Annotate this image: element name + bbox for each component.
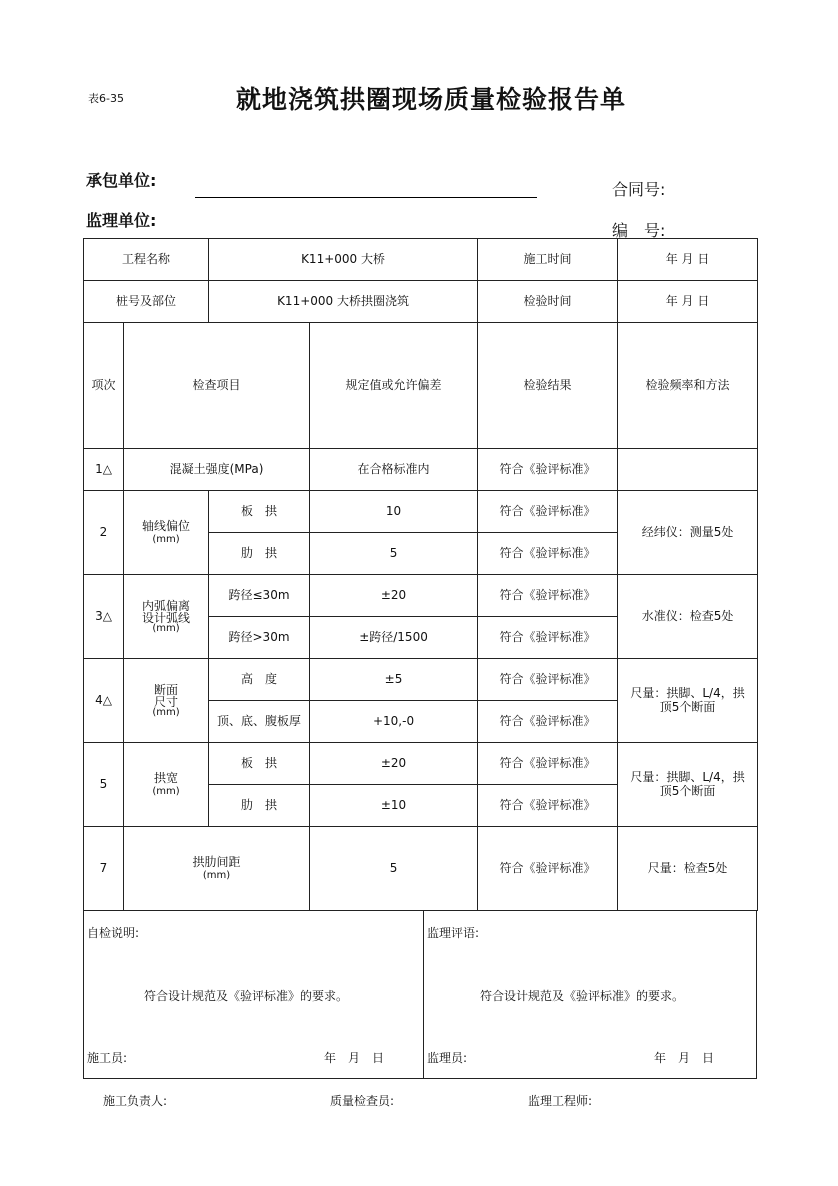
- row-no: 1△: [84, 449, 124, 491]
- self-check-text: 符合设计规范及《验评标准》的要求。: [144, 989, 349, 1003]
- unit-text: (mm): [152, 785, 180, 797]
- item-text: 拱肋间距: [192, 854, 241, 869]
- supervision-text: 符合设计规范及《验评标准》的要求。: [480, 989, 685, 1003]
- table-row: [84, 491, 758, 533]
- page-title: 就地浇筑拱圈现场质量检验报告单: [236, 85, 627, 114]
- method-text: 尺量：拱脚、L/4，拱: [630, 769, 745, 784]
- row-spec: ±20: [310, 575, 478, 617]
- inspection-time-label: 检验时间: [478, 281, 618, 323]
- comments-section: [83, 910, 757, 1079]
- sub-item: 跨径≤30m: [209, 575, 310, 617]
- row-spec: +10,-0: [310, 701, 478, 743]
- row-item: 混凝土强度(MPa): [124, 449, 310, 491]
- inspection-time: 年 月 日: [618, 281, 758, 323]
- self-check-panel: [84, 910, 424, 1078]
- info-row: [84, 281, 758, 323]
- sub-item: 跨径>30m: [209, 617, 310, 659]
- row-spec: ±10: [310, 785, 478, 827]
- row-spec: 10: [310, 491, 478, 533]
- row-no: 3△: [84, 575, 124, 659]
- construction-time: 年 月 日: [618, 239, 758, 281]
- row-item: [124, 659, 209, 743]
- row-method: 尺量：检查5处: [618, 827, 758, 911]
- sub-item: 板 拱: [209, 491, 310, 533]
- construction-time-label: 施工时间: [478, 239, 618, 281]
- unit-text: (mm): [152, 533, 180, 545]
- header-method: 检验频率和方法: [618, 323, 758, 449]
- row-result: 符合《验评标准》: [478, 449, 618, 491]
- row-result: 符合《验评标准》: [478, 785, 618, 827]
- row-spec: 5: [310, 533, 478, 575]
- unit-text: (mm): [152, 706, 180, 718]
- sub-item: 板 拱: [209, 743, 310, 785]
- contract-no-label: 合同号:: [612, 180, 666, 199]
- construction-lead-label: 施工负责人:: [103, 1094, 168, 1108]
- self-check-date: 年 月 日: [324, 1051, 385, 1065]
- row-spec: 5: [310, 827, 478, 911]
- project-name: K11+000 大桥: [209, 239, 478, 281]
- item-text: 轴线偏位: [142, 518, 191, 533]
- supervising-engineer-label: 监理工程师:: [528, 1094, 593, 1108]
- row-spec: ±5: [310, 659, 478, 701]
- row-spec: ±20: [310, 743, 478, 785]
- method-text: 尺量：拱脚、L/4，拱: [630, 685, 745, 700]
- row-result: 符合《验评标准》: [478, 575, 618, 617]
- row-item: [124, 743, 209, 827]
- row-method: [618, 743, 758, 827]
- supervision-panel: [424, 910, 757, 1078]
- contractor-label: 承包单位:: [86, 171, 157, 190]
- row-no: 4△: [84, 659, 124, 743]
- row-result: 符合《验评标准》: [478, 617, 618, 659]
- row-method: 水准仪：检查5处: [618, 575, 758, 659]
- row-result: 符合《验评标准》: [478, 659, 618, 701]
- table-row: [84, 575, 758, 617]
- sub-item: 肋 拱: [209, 785, 310, 827]
- supervision-date: 年 月 日: [654, 1051, 715, 1065]
- sub-item: 高 度: [209, 659, 310, 701]
- self-check-label: 自检说明:: [87, 926, 140, 940]
- header-item: 检查项目: [124, 323, 310, 449]
- row-method: [618, 449, 758, 491]
- row-no: 2: [84, 491, 124, 575]
- sub-item: 肋 拱: [209, 533, 310, 575]
- header-row: [84, 323, 758, 449]
- supervisor-label: 监理单位:: [86, 211, 157, 230]
- header-result: 检验结果: [478, 323, 618, 449]
- row-spec: ±跨径/1500: [310, 617, 478, 659]
- station: K11+000 大桥拱圈浇筑: [209, 281, 478, 323]
- supervision-label: 监理评语:: [427, 926, 480, 940]
- unit-text: (mm): [202, 869, 231, 881]
- unit-text: (mm): [152, 622, 180, 634]
- supervision-signer: 监理员:: [427, 1051, 468, 1065]
- contractor-underline: [195, 197, 537, 198]
- row-item: [124, 827, 310, 911]
- inspection-table: [83, 238, 758, 911]
- header-no: 项次: [84, 323, 124, 449]
- method-text: 顶5个断面: [659, 783, 716, 798]
- item-text: 设计弧线: [142, 610, 191, 625]
- method-text: 顶5个断面: [659, 699, 716, 714]
- row-spec: 在合格标准内: [310, 449, 478, 491]
- item-text: 拱宽: [154, 770, 179, 785]
- row-item: [124, 491, 209, 575]
- table-row: [84, 449, 758, 491]
- header-spec: 规定值或允许偏差: [310, 323, 478, 449]
- row-no: 5: [84, 743, 124, 827]
- project-name-label: 工程名称: [84, 239, 209, 281]
- sub-item: 顶、底、腹板厚: [209, 701, 310, 743]
- row-method: 经纬仪：测量5处: [618, 491, 758, 575]
- table-row: [84, 659, 758, 701]
- item-text: 断面: [154, 682, 179, 697]
- row-result: 符合《验评标准》: [478, 533, 618, 575]
- row-item: [124, 575, 209, 659]
- station-label: 桩号及部位: [84, 281, 209, 323]
- item-text: 内弧偏离: [142, 598, 191, 613]
- form-code: 表6-35: [88, 92, 124, 105]
- row-result: 符合《验评标准》: [478, 743, 618, 785]
- quality-inspector-label: 质量检查员:: [330, 1094, 395, 1108]
- row-result: 符合《验评标准》: [478, 827, 618, 911]
- self-check-signer: 施工员:: [87, 1051, 128, 1065]
- row-result: 符合《验评标准》: [478, 491, 618, 533]
- row-no: 7: [84, 827, 124, 911]
- info-row: [84, 239, 758, 281]
- item-text: 尺寸: [154, 694, 179, 709]
- table-row: [84, 743, 758, 785]
- row-method: [618, 659, 758, 743]
- row-result: 符合《验评标准》: [478, 701, 618, 743]
- serial-no-label: 编 号:: [612, 221, 666, 240]
- table-row: [84, 827, 758, 911]
